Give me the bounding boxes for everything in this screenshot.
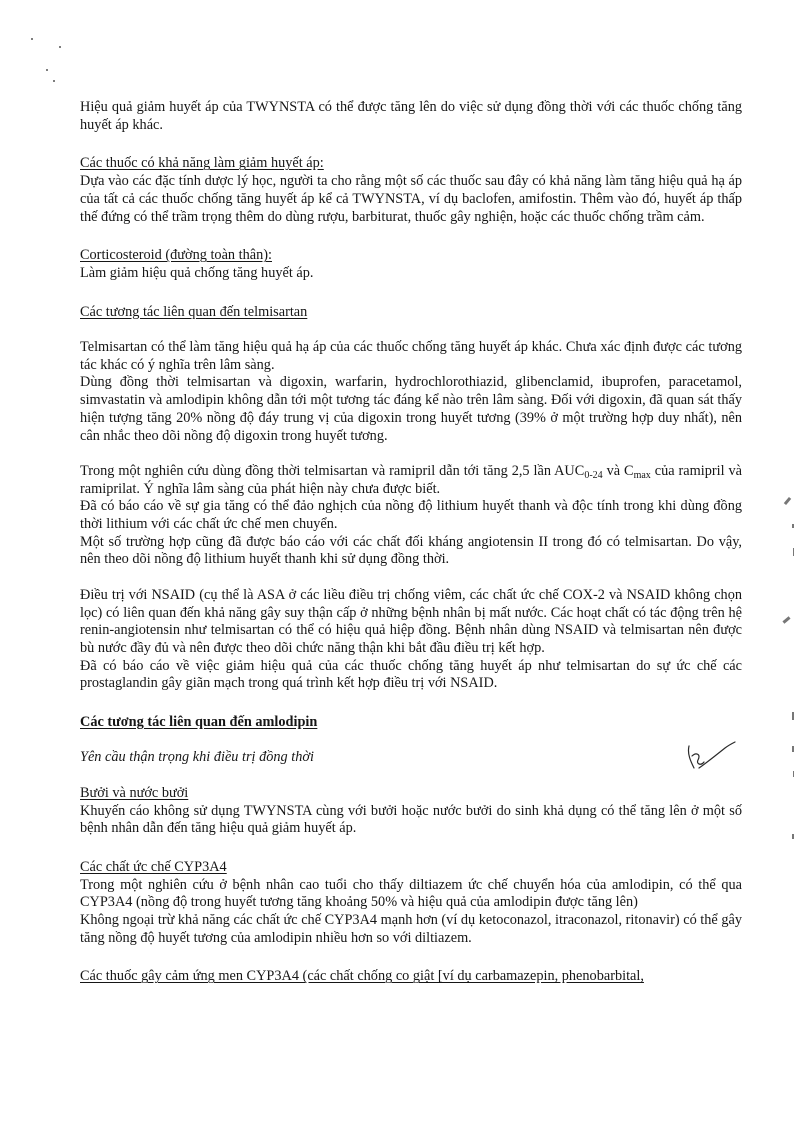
paragraph-telmisartan-antihypertensive: Telmisartan có thể làm tăng hiệu quả hạ áp của các thuốc chống tăng huyết áp khác. Chưa xác định được các tương tác khác có ý nghĩa trên lâm sàng. <box>80 339 742 373</box>
heading-cyp3a4-inducers: Các thuốc gây cảm ứng men CYP3A4 (các chất chống co giật [ví dụ carbamazepin, phenobarbital, <box>80 968 644 985</box>
paragraph-nsaid-renal: Điều trị với NSAID (cụ thể là ASA ở các liều điều trị chống viêm, các chất ức chế COX-2 và NSAID không chọn lọc) có liên quan đến khả năng gây suy thận cấp ở những bệnh nhân bị mất nước. Các hoạt chất có tác động trên hệ renin-angiotensin như telmisartan có thể có hiệu quả hiệp đồng. Bệnh nhân dùng NSAID và telmisartan nên được bù nước đầy đủ và nên được theo dõi chức năng thận khi bắt đầu điều trị kết hợp. <box>80 586 742 656</box>
ramipril-text-start: Trong một nghiên cứu dùng đồng thời telmisartan và ramipril dẫn tới tăng 2,5 lần AUC <box>80 462 585 479</box>
margin-mark <box>792 834 794 839</box>
heading-cyp3a4-inhibitors: Các chất ức chế CYP3A4 <box>80 858 227 875</box>
document-body <box>80 99 742 986</box>
margin-mark <box>793 548 794 556</box>
heading-telmisartan-interactions: Các tương tác liên quan đến telmisartan <box>80 303 308 320</box>
margin-mark <box>792 746 794 752</box>
paragraph-lithium-ace: Đã có báo cáo về sự gia tăng có thể đảo nghịch của nồng độ lithium huyết thanh và độc tính trong khi dùng đồng thời lithium với các chất ức chế men chuyển. <box>80 498 742 533</box>
auc-subscript: 0-24 <box>584 469 603 481</box>
margin-mark <box>784 497 791 505</box>
scan-speck <box>46 69 48 71</box>
signature-mark <box>677 738 739 778</box>
ramipril-text-end: của ramipril và ramiprilat. Ý nghĩa lâm sàng của phát hiện này chưa được biết. <box>80 462 742 497</box>
scan-speck <box>53 80 55 82</box>
heading-hypotensive-drugs: Các thuốc có khả năng làm giảm huyết áp: <box>80 155 324 172</box>
paragraph-diltiazem: Trong một nghiên cứu ở bệnh nhân cao tuổi cho thấy diltiazem ức chế chuyển hóa của amlodipin, có thể qua CYP3A4 (nồng độ trong huyết tương tăng khoảng 50% và hiệu quả của amlodipin được tăng lên) <box>80 876 742 911</box>
paragraph-telmisartan-digoxin: Dùng đồng thời telmisartan và digoxin, warfarin, hydrochlorothiazid, glibenclamid, ibuprofen, paracetamol, simvastatin và amlodipin không dẫn tới một tương tác đáng kể nào trên lâm sàng. Đối với digoxin, đã quan sát thấy hiện tượng tăng 20% nồng độ đáy trung vị của digoxin trong huyết tương (39% ở một trường hợp duy nhất), nên cân nhắc theo dõi nồng độ digoxin trong huyết tương. <box>80 374 742 444</box>
heading-amlodipine-interactions: Các tương tác liên quan đến amlodipin <box>80 714 318 731</box>
ramipril-text-middle: và C <box>602 462 634 479</box>
paragraph-lithium-arb: Một số trường hợp cũng đã được báo cáo với các chất đối kháng angiotensin II trong đó có telmisartan. Do vậy, nên theo dõi nồng độ lithium huyết thanh khi sử dụng đồng thời. <box>80 533 742 568</box>
heading-grapefruit: Bưởi và nước bưởi <box>80 784 189 801</box>
paragraph-corticosteroid: Làm giảm hiệu quả chống tăng huyết áp. <box>80 264 314 281</box>
paragraph-twynsta-efficacy: Hiệu quả giảm huyết áp của TWYNSTA có thể được tăng lên do việc sử dụng đồng thời với các thuốc chống tăng huyết áp khác. <box>80 99 742 133</box>
paragraph-nsaid-prostaglandin: Đã có báo cáo về việc giảm hiệu quả của các thuốc chống tăng huyết áp như telmisartan do sự ức chế các prostaglandin gây giãn mạch trong quá trình kết hợp điều trị với NSAID. <box>80 657 742 692</box>
paragraph-strong-inhibitors: Không ngoại trừ khả năng các chất ức chế CYP3A4 mạnh hơn (ví dụ ketoconazol, itraconazol, ritonavir) có thể gây tăng nồng độ huyết tương của amlodipin nhiều hơn so với diltiazem. <box>80 912 742 946</box>
paragraph-hypotensive-drugs: Dựa vào các đặc tính dược lý học, người ta cho rằng một số các thuốc sau đây có khả năng làm tăng hiệu quả hạ áp của tất cả các thuốc chống tăng huyết áp kể cả TWYNSTA, ví dụ baclofen, amifostin. Thêm vào đó, huyết áp thấp thế đứng có thể trầm trọng thêm do dùng rượu, barbiturat, thuốc gây nghiện, hoặc các thuốc chống trầm cảm. <box>80 173 742 225</box>
margin-mark <box>782 616 790 623</box>
paragraph-grapefruit: Khuyến cáo không sử dụng TWYNSTA cùng với bưởi hoặc nước bưởi do sinh khả dụng có thể tăng lên ở một số bệnh nhân dẫn đến tăng hiệu quả giảm huyết áp. <box>80 802 742 837</box>
paragraph-telmisartan-ramipril <box>80 463 742 498</box>
scan-speck <box>31 38 33 40</box>
heading-corticosteroid: Corticosteroid (đường toàn thân): <box>80 247 272 264</box>
scan-speck <box>59 46 61 48</box>
cmax-subscript: max <box>633 469 651 481</box>
margin-mark <box>793 771 794 777</box>
margin-mark <box>792 712 794 720</box>
heading-concomitant-caution: Yên cầu thận trọng khi điều trị đồng thời <box>80 749 314 766</box>
margin-mark <box>792 524 794 528</box>
